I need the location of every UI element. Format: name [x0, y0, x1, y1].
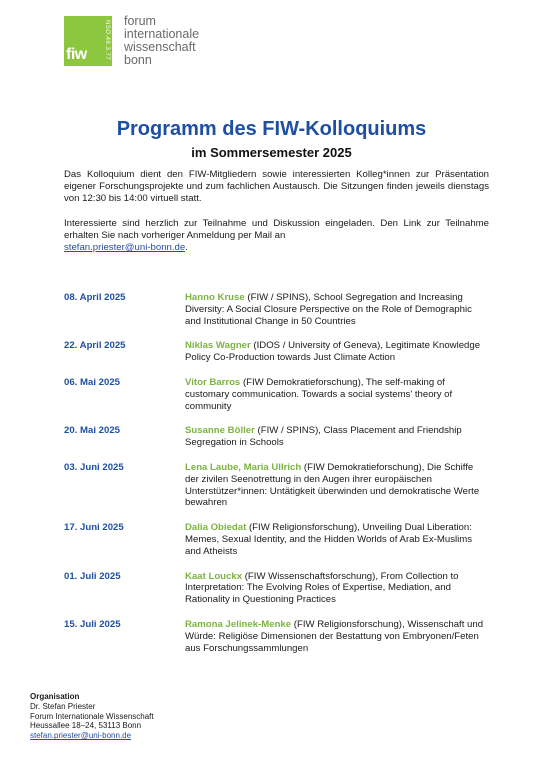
session-details: (FIW / SPINS), Class Placement and Friendship Segregation in Schools — [185, 425, 462, 449]
logo-mark: fiw — [66, 46, 87, 63]
session-speaker: Kaat Louckx — [185, 570, 243, 582]
footer-heading: Organisation — [30, 692, 80, 701]
intro-text — [64, 169, 489, 266]
session-description — [185, 619, 489, 654]
intro-paragraph: Das Kolloquium dient den FIW-Mitgliedern sowie interessierten Kolleg*innen zur Präsentation eigener Forschungsprojekte und zum fachlichen Austausch. Die Sitzungen finden jeweils dienstags von 12:30 bis 14:00 virtuell statt. — [64, 169, 489, 205]
session-details: (FIW Religionsforschung), Wissenschaft und Würde: Religiöse Dimensionen der Bestattung von Embryonen/Feten aus Forschungssammlungen — [185, 618, 484, 654]
session-date: 20. Mai 2025 — [64, 425, 121, 437]
session-description — [185, 522, 489, 557]
session-row — [64, 462, 489, 509]
session-details: (FIW Religionsforschung), Unveiling Dual Liberation: Memes, Sexual Identity, and the Hidden Worlds of Arab Ex-Muslims and Atheists — [185, 522, 473, 557]
session-speaker: Lena Laube, Maria Ullrich — [185, 461, 302, 473]
organization-name — [124, 15, 199, 67]
footer-contact — [30, 692, 154, 741]
footer-email-link[interactable]: stefan.priester@uni-bonn.de — [30, 731, 132, 741]
session-row — [64, 522, 489, 557]
fiw-logo — [64, 16, 112, 66]
page-title: Programm des FIW-Kolloquiums — [116, 118, 427, 140]
session-details: (FIW Wissenschaftsforschung), From Collection to Interpretation: The Evolving Roles of Expertise, Mediation, and Rationality in Questioning Practices — [185, 570, 459, 606]
session-date: 01. Juli 2025 — [64, 570, 121, 582]
session-description — [185, 462, 489, 509]
session-description — [185, 425, 489, 449]
session-date: 15. Juli 2025 — [64, 618, 121, 630]
session-speaker: Vitor Barros — [185, 376, 241, 388]
session-description — [185, 377, 489, 412]
footer-address: Heussallee 18–24, 53113 Bonn — [30, 721, 142, 731]
session-details: (FIW / SPINS), School Segregation and Increasing Diversity: A Social Closure Perspective on the Role of Demographic and Institutional Change in 50 Countries — [185, 292, 472, 327]
session-speaker: Dalia Obiedat — [185, 522, 247, 534]
org-name-line: wissenschaft — [124, 40, 196, 54]
page-subtitle: im Sommersemester 2025 — [191, 145, 352, 160]
session-row — [64, 340, 489, 364]
session-row — [64, 619, 489, 654]
session-row — [64, 571, 489, 606]
session-list — [64, 292, 489, 667]
session-details: (IDOS / University of Geneva), Legitimate Knowledge Policy Co-Production towards Just Climate Action — [185, 340, 481, 364]
intro-paragraph-registration — [64, 218, 489, 255]
session-details: (FIW Demokratieforschung), The self-making of customary communication. Towards a social systems' theory of community — [185, 376, 453, 412]
session-row — [64, 425, 489, 449]
session-date: 06. Mai 2025 — [64, 376, 121, 388]
org-name-line: bonn — [124, 53, 152, 67]
footer-institution: Forum Internationale Wissenschaft — [30, 711, 154, 721]
session-date: 22. April 2025 — [64, 340, 126, 352]
session-speaker: Hanno Kruse — [185, 292, 245, 303]
session-description — [185, 292, 489, 327]
session-date: 03. Juni 2025 — [64, 461, 124, 473]
logo-vertical-text: NSO.48.3.77 — [104, 20, 110, 61]
session-date: 08. April 2025 — [64, 292, 126, 303]
intro-paragraph-text: Interessierte sind herzlich zur Teilnahme und Diskussion eingeladen. Den Link zur Teilnahme erhalten Sie nach vorheriger Anmeldung per Mail an — [64, 217, 489, 241]
session-date: 17. Juni 2025 — [64, 522, 124, 534]
session-row — [64, 292, 489, 327]
session-row — [64, 377, 489, 412]
session-speaker: Niklas Wagner — [185, 340, 251, 352]
session-details: (FIW Demokratieforschung), Die Schiffe der zivilen Seenotrettung in den Augen ihrer europäischen Unterstützer*innen: Untätigkeit überwinden und demokratische Werte bewahren — [185, 461, 480, 509]
email-link[interactable]: stefan.priester@uni-bonn.de — [64, 242, 186, 254]
email-suffix: . — [185, 242, 188, 254]
org-name-line: internationale — [124, 27, 200, 41]
session-speaker: Ramona Jelinek-Menke — [185, 618, 292, 630]
session-description — [185, 340, 489, 364]
session-speaker: Susanne Böller — [185, 425, 255, 437]
org-name-line: forum — [124, 14, 156, 28]
footer-name: Dr. Stefan Priester — [30, 701, 96, 711]
session-description — [185, 571, 489, 606]
